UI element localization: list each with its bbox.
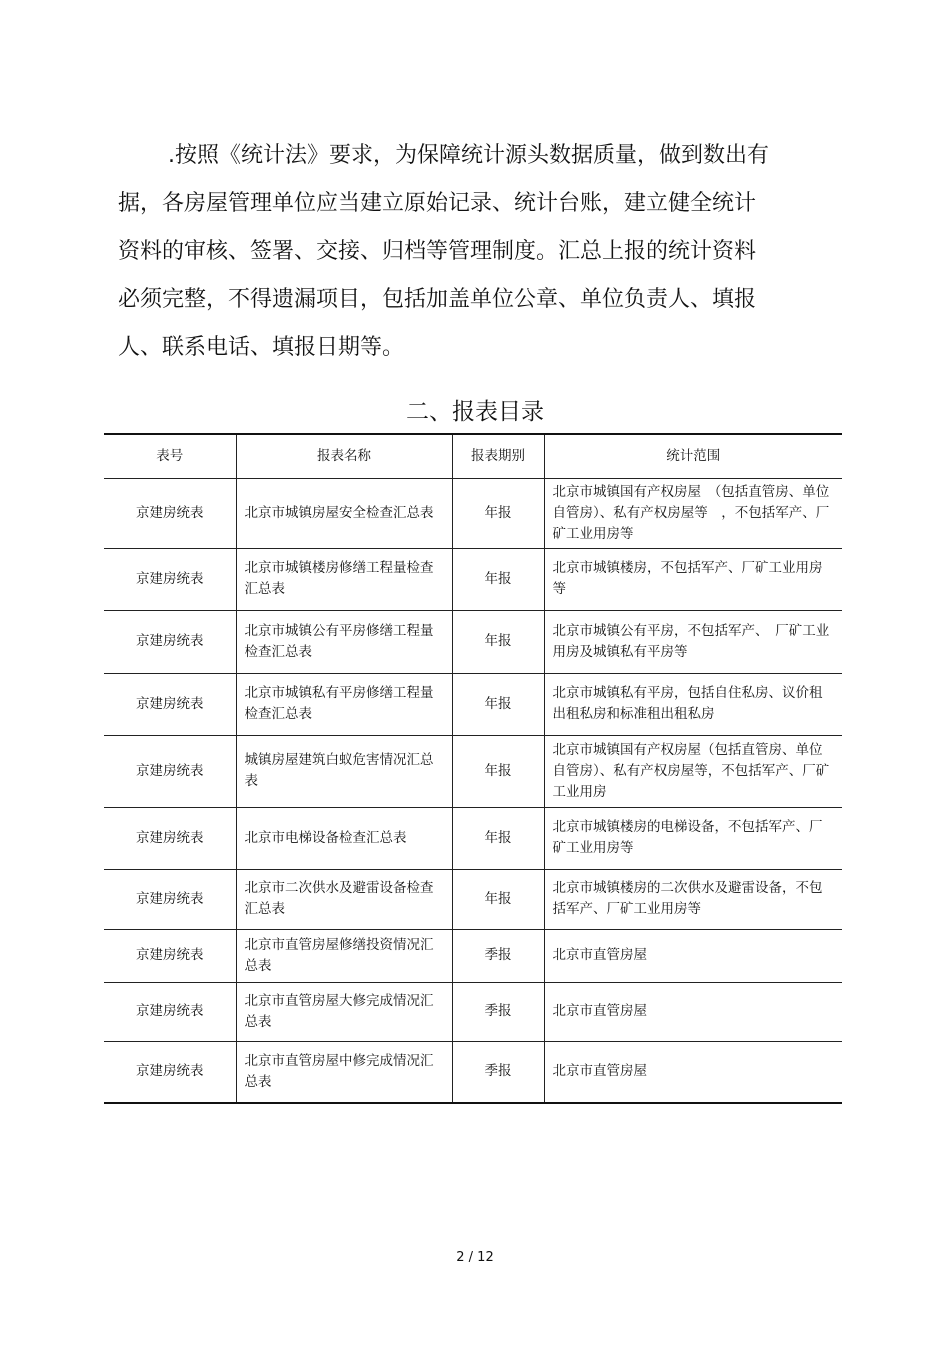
- cell-name: 北京市直管房屋修缮投资情况汇总表: [236, 929, 452, 982]
- cell-period: 年报: [452, 673, 544, 735]
- cell-scope: 北京市城镇国有产权房屋 （包括直管房、单位自管房）、私有产权房屋等 ，不包括军产、厂矿工业用房等: [544, 478, 842, 548]
- table-row: [104, 982, 842, 1041]
- cell-scope: 北京市城镇公有平房，不包括军产、 厂矿工业用房及城镇私有平房等: [544, 610, 842, 673]
- cell-code: 京建房统表: [104, 807, 236, 869]
- intro-line: 必须完整，不得遗漏项目，包括加盖单位公章、单位负责人、填报: [118, 287, 757, 312]
- report-catalog-table: [104, 433, 842, 1104]
- cell-code: 京建房统表: [104, 673, 236, 735]
- cell-period: 年报: [452, 735, 544, 807]
- cell-period: 季报: [452, 929, 544, 982]
- intro-line: .按照《统计法》要求，为保障统计源头数据质量，做到数出有: [168, 143, 769, 168]
- cell-period: 季报: [452, 982, 544, 1041]
- table-row: [104, 478, 842, 548]
- cell-scope: 北京市直管房屋: [544, 929, 842, 982]
- cell-name: 北京市城镇房屋安全检查汇总表: [236, 478, 452, 548]
- header-code: 表号: [104, 434, 236, 478]
- cell-name: 北京市城镇楼房修缮工程量检查汇总表: [236, 548, 452, 610]
- cell-name: 北京市城镇公有平房修缮工程量检查汇总表: [236, 610, 452, 673]
- cell-scope: 北京市直管房屋: [544, 982, 842, 1041]
- cell-scope: 北京市城镇楼房，不包括军产、厂矿工业用房等: [544, 548, 842, 610]
- intro-paragraph: [118, 132, 798, 372]
- table-row: [104, 929, 842, 982]
- cell-period: 季报: [452, 1041, 544, 1103]
- cell-period: 年报: [452, 478, 544, 548]
- table-row: [104, 869, 842, 929]
- cell-code: 京建房统表: [104, 869, 236, 929]
- table-header-row: [104, 434, 842, 478]
- section-title: 二、报表目录: [406, 399, 544, 425]
- cell-code: 京建房统表: [104, 610, 236, 673]
- intro-line: 人、联系电话、填报日期等。: [118, 335, 405, 360]
- cell-code: 京建房统表: [104, 1041, 236, 1103]
- cell-period: 年报: [452, 869, 544, 929]
- cell-period: 年报: [452, 610, 544, 673]
- cell-name: 城镇房屋建筑白蚁危害情况汇总表: [236, 735, 452, 807]
- cell-period: 年报: [452, 548, 544, 610]
- header-scope: 统计范围: [544, 434, 842, 478]
- cell-name: 北京市直管房屋大修完成情况汇总表: [236, 982, 452, 1041]
- table-row: [104, 673, 842, 735]
- cell-code: 京建房统表: [104, 982, 236, 1041]
- cell-name: 北京市直管房屋中修完成情况汇总表: [236, 1041, 452, 1103]
- cell-scope: 北京市城镇楼房的二次供水及避雷设备，不包括军产、厂矿工业用房等: [544, 869, 842, 929]
- table-row: [104, 807, 842, 869]
- cell-scope: 北京市城镇国有产权房屋（包括直管房、单位自管房）、私有产权房屋等，不包括军产、厂矿工业用房: [544, 735, 842, 807]
- cell-code: 京建房统表: [104, 735, 236, 807]
- intro-line: 据，各房屋管理单位应当建立原始记录、统计台账，建立健全统计: [118, 191, 757, 216]
- intro-line: 资料的审核、签署、交接、归档等管理制度。汇总上报的统计资料: [118, 239, 757, 264]
- page-number: 2 / 12: [456, 1250, 494, 1265]
- table-row: [104, 610, 842, 673]
- cell-name: 北京市电梯设备检查汇总表: [236, 807, 452, 869]
- cell-code: 京建房统表: [104, 929, 236, 982]
- cell-period: 年报: [452, 807, 544, 869]
- cell-scope: 北京市城镇楼房的电梯设备，不包括军产、厂矿工业用房等: [544, 807, 842, 869]
- header-name: 报表名称: [236, 434, 452, 478]
- cell-code: 京建房统表: [104, 478, 236, 548]
- cell-scope: 北京市直管房屋: [544, 1041, 842, 1103]
- table-row: [104, 1041, 842, 1103]
- cell-name: 北京市城镇私有平房修缮工程量检查汇总表: [236, 673, 452, 735]
- table-row: [104, 735, 842, 807]
- cell-code: 京建房统表: [104, 548, 236, 610]
- cell-scope: 北京市城镇私有平房，包括自住私房、议价租出租私房和标准租出租私房: [544, 673, 842, 735]
- cell-name: 北京市二次供水及避雷设备检查汇总表: [236, 869, 452, 929]
- table-row: [104, 548, 842, 610]
- header-period: 报表期别: [452, 434, 544, 478]
